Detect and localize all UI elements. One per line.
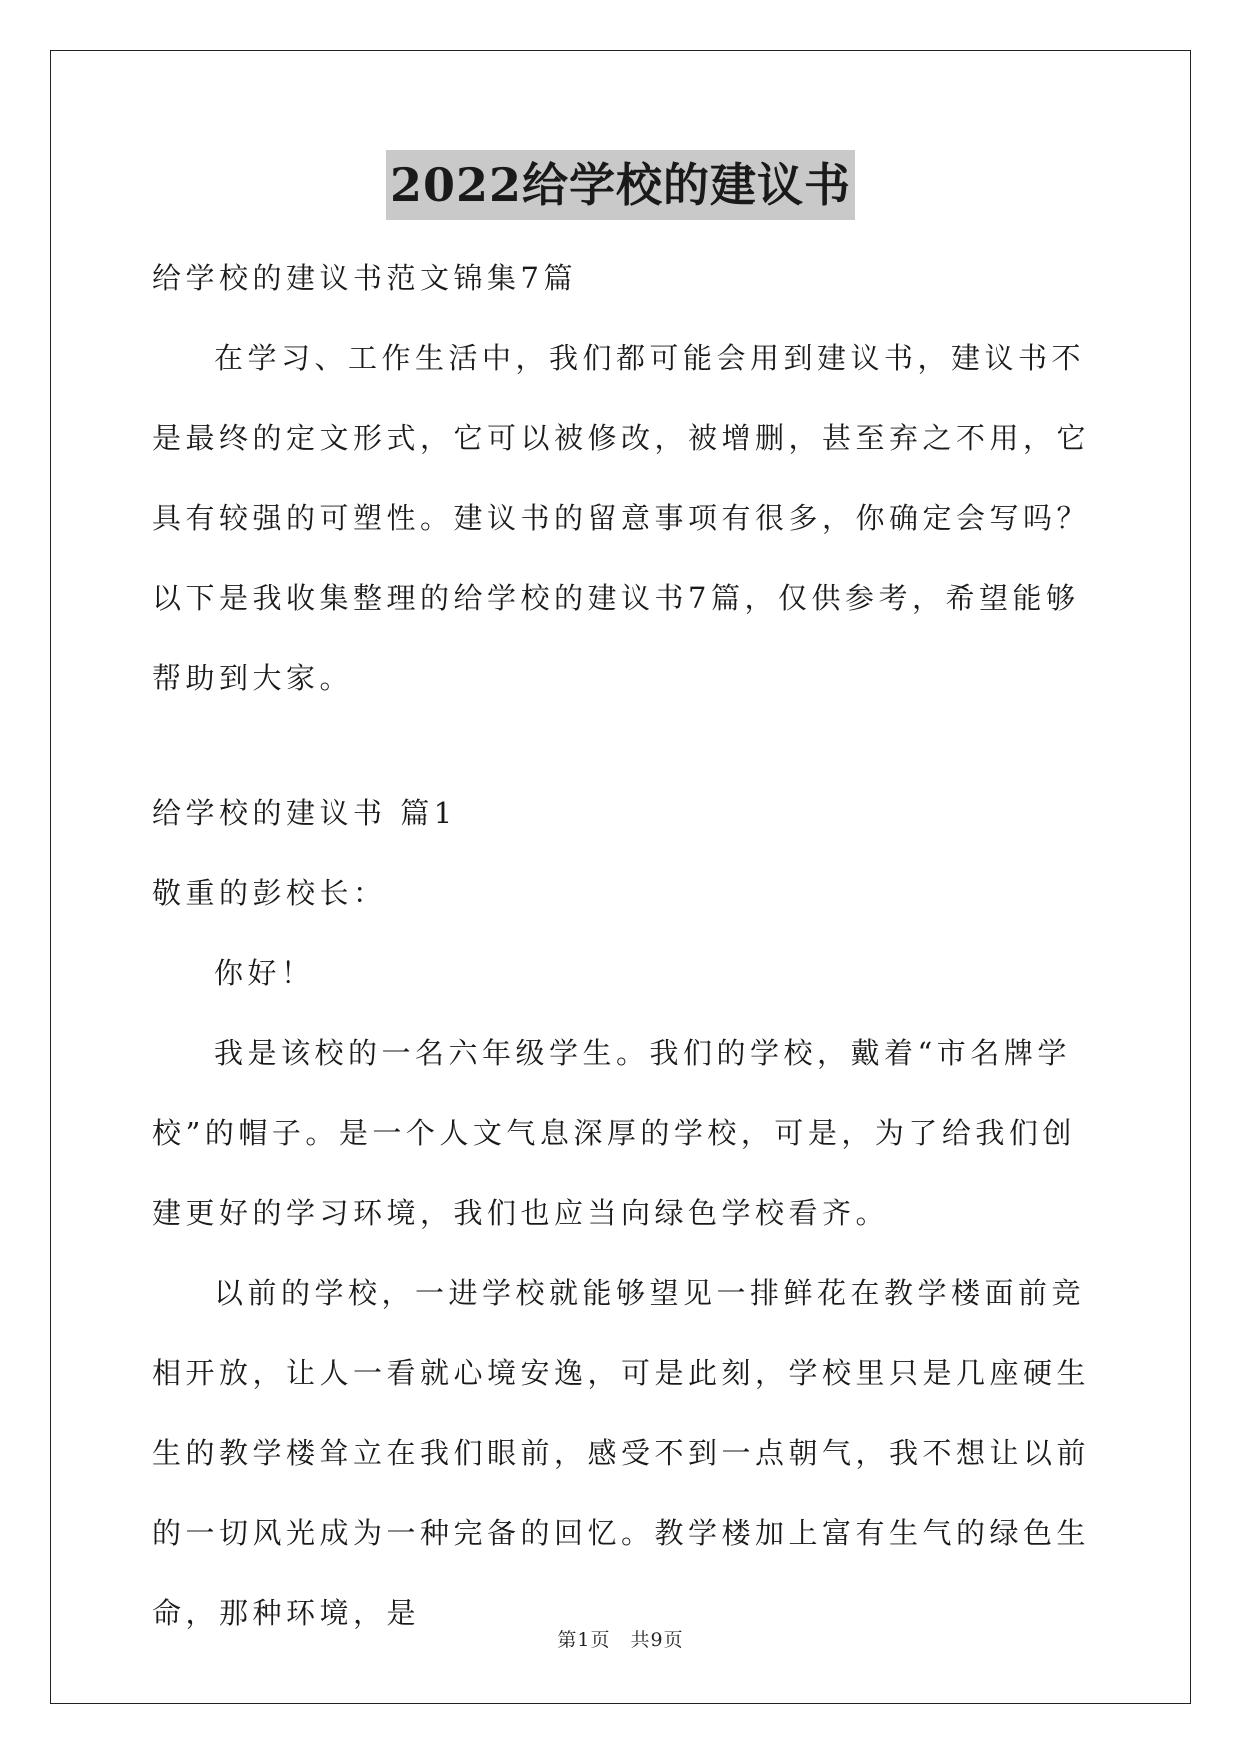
page-footer bbox=[0, 1625, 1241, 1652]
body-paragraph-1: 我是该校的一名六年级学生。我们的学校，戴着“市名牌学校”的帽子。是一个人文气息深厚的学校，可是，为了给我们创建更好的学习环境，我们也应当向绿色学校看齐。 bbox=[152, 1036, 1076, 1230]
document-title: 2022给学校的建议书 bbox=[386, 150, 855, 220]
title-wrap bbox=[0, 150, 1241, 220]
document-body bbox=[152, 238, 1092, 1653]
page-number: 第1页 bbox=[557, 1629, 611, 1651]
greeting: 你好！ bbox=[214, 956, 315, 990]
intro-paragraph: 在学习、工作生活中，我们都可能会用到建议书，建议书不是最终的定文形式，它可以被修改，被增删，甚至弃之不用，它具有较强的可塑性。建议书的留意事项有很多，你确定会写吗？以下是我收集整理的给学校的建议书7篇，仅供参考，希望能够帮助到大家。 bbox=[152, 341, 1091, 695]
salutation: 敬重的彭校长： bbox=[152, 876, 387, 910]
section-heading: 给学校的建议书 篇1 bbox=[152, 796, 457, 830]
body-paragraph-2: 以前的学校，一进学校就能够望见一排鲜花在教学楼面前竞相开放，让人一看就心境安逸，可是此刻，学校里只是几座硬生生的教学楼耸立在我们眼前，感受不到一点朝气，我不想让以前的一切风光成为一种完备的回忆。教学楼加上富有生气的绿色生命，那种环境，是 bbox=[152, 1276, 1091, 1630]
document-subtitle: 给学校的建议书范文锦集7篇 bbox=[152, 261, 577, 295]
page-total: 共9页 bbox=[630, 1629, 684, 1651]
